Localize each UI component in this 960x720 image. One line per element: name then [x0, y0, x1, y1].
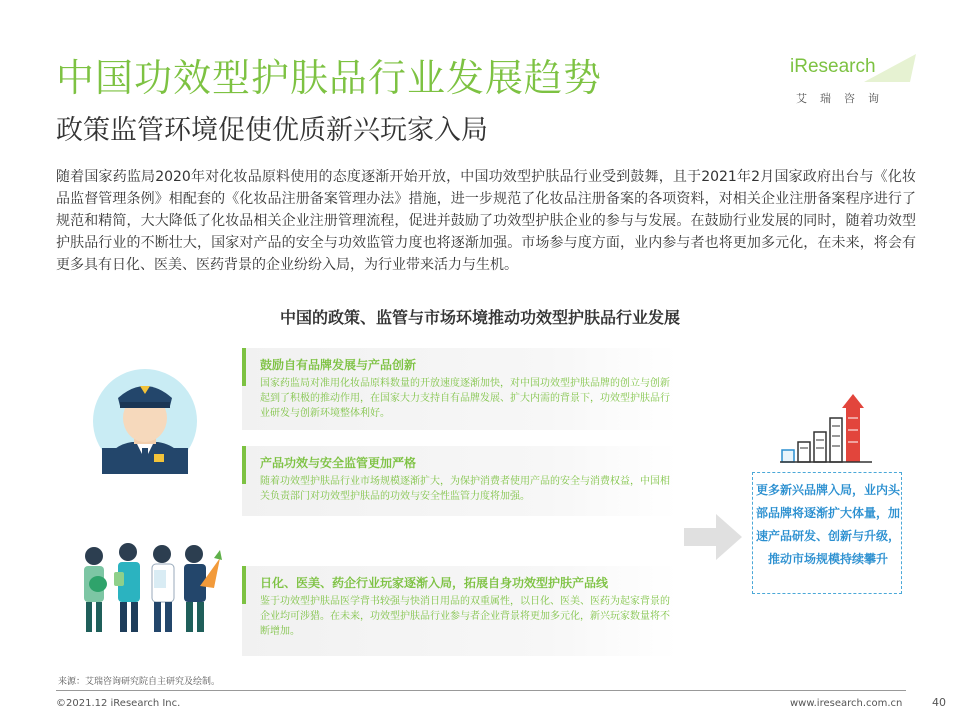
- card-heading: 鼓励自有品牌发展与产品创新: [260, 358, 417, 372]
- card-accent-bar: [242, 446, 246, 484]
- footer-divider: [56, 690, 906, 691]
- right-arrow-icon: [684, 514, 742, 560]
- card-heading: 产品功效与安全监管更加严格: [260, 456, 417, 470]
- policy-card-new-players: [242, 566, 678, 656]
- iresearch-logo: [790, 52, 920, 112]
- card-accent-bar: [242, 566, 246, 604]
- card-accent-bar: [242, 348, 246, 386]
- outcome-box: [752, 472, 902, 594]
- policy-card-brand-innovation: [242, 348, 678, 430]
- people-group-illustration-icon: [74, 538, 224, 636]
- growth-bars-icon: [780, 392, 876, 464]
- copyright-text: ©2021.12 iResearch Inc.: [56, 698, 181, 709]
- section-title: 中国的政策、监管与市场环境推动功效型护肤品行业发展: [279, 308, 680, 327]
- outcome-text: 更多新兴品牌入局，业内头部品牌将逐渐扩大体量，加速产品研发、创新与升级，推动市场规模持续攀升: [755, 483, 900, 566]
- website-text: www.iresearch.com.cn: [790, 698, 903, 709]
- source-note: 来源：艾瑞咨询研究院自主研究及绘制。: [58, 677, 221, 687]
- intro-paragraph: 随着国家药监局2020年对化妆品原料使用的态度逐渐开始开放，中国功效型护肤品行业受到鼓舞，且于2021年2月国家政府出台与《化妆品监督管理条例》相配套的《化妆品注册备案管理办法》措施，进一步规范了化妆品注册备案的各项资料，对相关企业注册备案程序进行了规范和精简，大大降低了化妆品相关企业注册管理流程，促进并鼓励了功效型护肤企业的参与与发展。在鼓励行业发展的同时，随着功效型护肤品行业的不断壮大，国家对产品的安全与功效监管力度也将逐渐加强。市场参与度方面，业内参与者也将更加多元化，在未来，将会有更多具有日化、医美、医药背景的企业纷纷入局，为行业带来活力与生机。: [56, 169, 916, 273]
- policy-card-regulation: [242, 446, 678, 516]
- logo-chinese-text: 艾瑞咨询: [796, 92, 892, 105]
- card-body: 国家药监局对准用化妆品原料数量的开放速度逐渐加快，对中国功效型护肤品牌的创立与创新起到了积极的推动作用，在国家大力支持自有品牌发展、扩大内需的背景下，功效型护肤品行业研发与创新环境整体利好。: [260, 378, 670, 419]
- card-body: 鉴于功效型护肤品医学背书较强与快消日用品的双重属性，以日化、医美、医药为起家背景的企业均可涉猎。在未来，功效型护肤品行业参与者企业背景将更加多元化，新兴玩家数量将不断增加。: [260, 596, 670, 637]
- page-subtitle: 政策监管环境促使优质新兴玩家入局: [56, 115, 488, 146]
- card-body: 随着功效型护肤品行业市场规模逐渐扩大，为保护消费者使用产品的安全与消费权益，中国相关负责部门对功效型护肤品的功效与安全性监管力度将加强。: [260, 476, 670, 502]
- page-title: 中国功效型护肤品行业发展趋势: [56, 56, 603, 100]
- officer-illustration-icon: [92, 368, 198, 474]
- logo-brand-text: iResearch: [790, 56, 876, 77]
- page-number: 40: [932, 696, 946, 709]
- card-heading: 日化、医美、药企行业玩家逐渐入局，拓展自身功效型护肤产品线: [260, 576, 609, 590]
